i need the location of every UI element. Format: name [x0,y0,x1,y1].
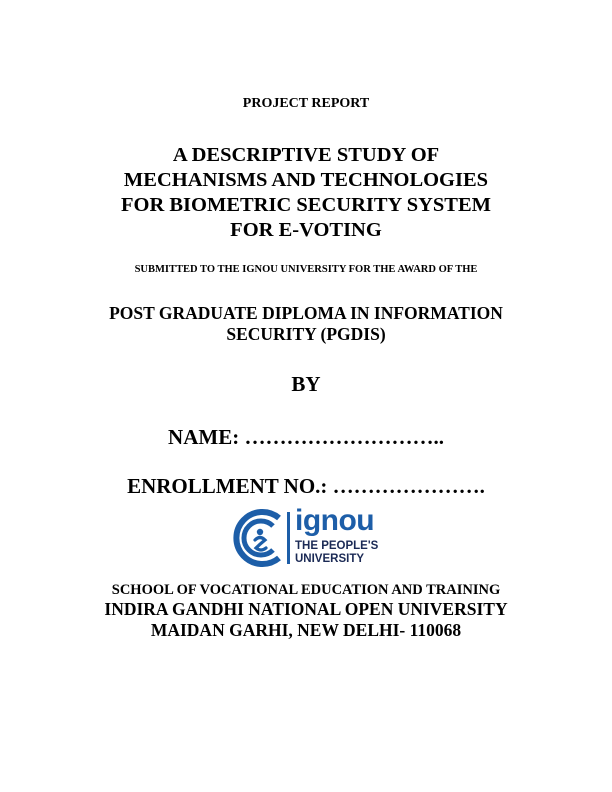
ignou-tagline-line-2: UNIVERSITY [295,553,365,565]
diploma-line-2: SECURITY (PGDIS) [226,324,386,344]
name-field: NAME: ……………………….. [168,425,444,449]
report-label: PROJECT REPORT [242,96,370,111]
diploma-line-1: POST GRADUATE DIPLOMA IN INFORMATION [109,303,503,323]
by-label: BY [291,372,321,396]
ignou-emblem-icon [229,508,291,568]
university-name: INDIRA GANDHI NATIONAL OPEN UNIVERSITY [104,599,508,619]
school-name: SCHOOL OF VOCATIONAL EDUCATION AND TRAINING [111,582,501,598]
university-location: MAIDAN GARHI, NEW DELHI- 110068 [150,620,462,640]
ignou-tagline-line-1: THE PEOPLE'S [295,540,379,552]
ignou-wordmark: ignou [295,504,375,537]
ignou-logo [229,504,389,568]
title-line-4: FOR E-VOTING [230,219,382,241]
title-line-2: MECHANISMS AND TECHNOLOGIES [123,169,489,191]
title-line-3: FOR BIOMETRIC SECURITY SYSTEM [120,194,491,216]
submitted-line: SUBMITTED TO THE IGNOU UNIVERSITY FOR THE AWARD OF THE [134,264,478,275]
title-line-1: A DESCRIPTIVE STUDY OF [172,144,440,166]
enrollment-field: ENROLLMENT NO.: …………………. [127,474,485,498]
